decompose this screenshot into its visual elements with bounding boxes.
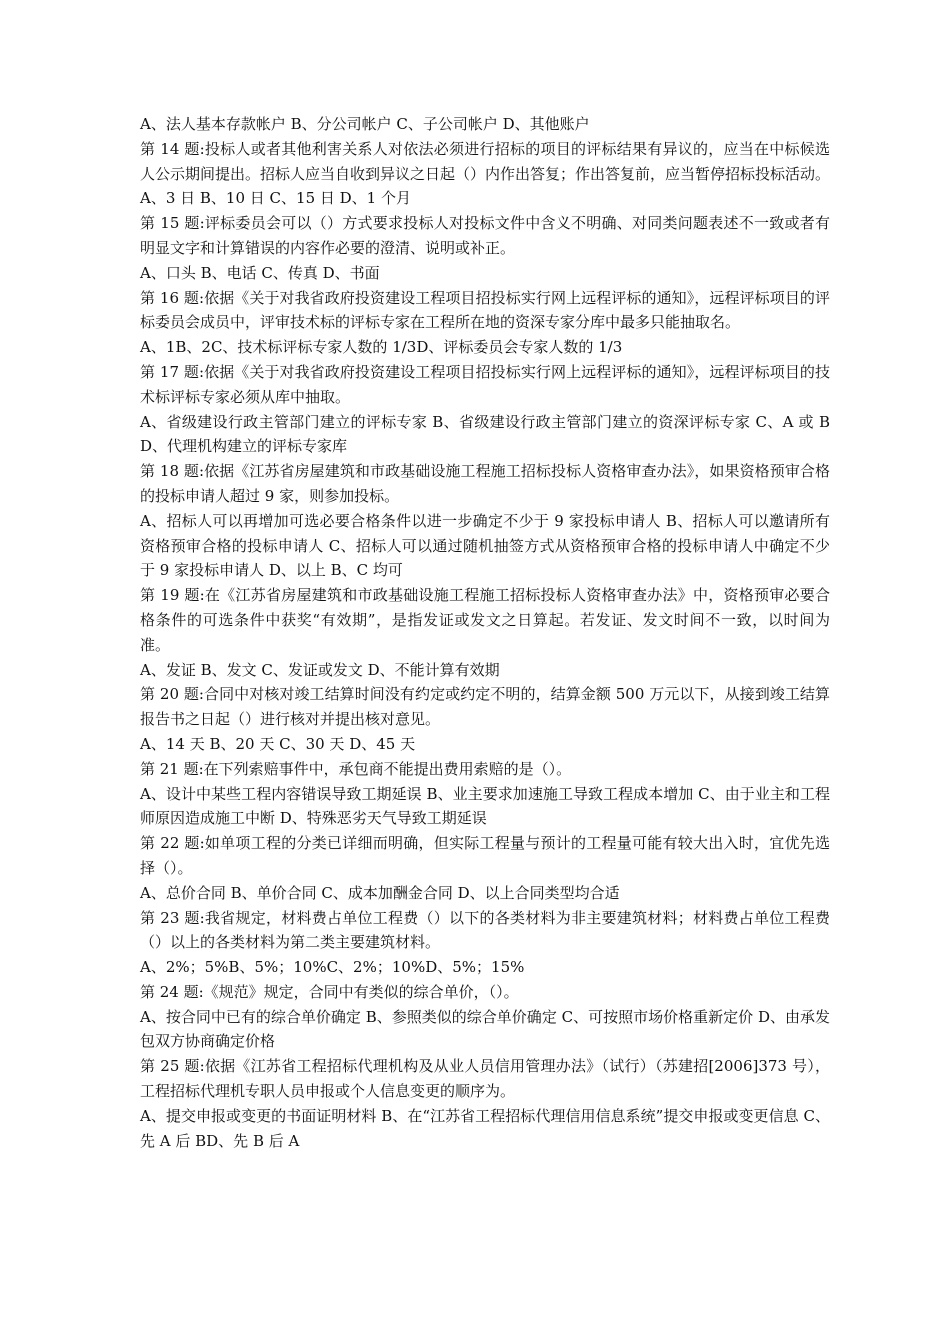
question-22: 第 22 题:如单项工程的分类已详细而明确，但实际工程量与预计的工程量可能有较大出入时，宜优先选择（）。	[140, 834, 830, 877]
answer-options-q16: A、1B、2C、技术标评标专家人数的 1/3D、评标委员会专家人数的 1/3	[140, 338, 623, 357]
document-body	[140, 112, 830, 1153]
answer-options-q15: A、口头 B、电话 C、传真 D、书面	[140, 263, 380, 282]
answer-options-q19: A、发证 B、发文 C、发证或发文 D、不能计算有效期	[140, 660, 500, 679]
question-25: 第 25 题:依据《江苏省工程招标代理机构及从业人员信用管理办法》（试行）（苏建招[2006]373 号），工程招标代理机专职人员申报或个人信息变更的顺序为。	[140, 1057, 830, 1101]
answer-options-q22: A、总价合同 B、单价合同 C、成本加酬金合同 D、以上合同类型均合适	[140, 883, 620, 902]
answer-options-q13: A、法人基本存款帐户 B、分公司帐户 C、子公司帐户 D、其他账户	[140, 115, 590, 133]
question-23: 第 23 题:我省规定，材料费占单位工程费（）以下的各类材料为非主要建筑材料；材料费占单位工程费（）以上的各类材料为第二类主要建筑材料。	[140, 908, 830, 952]
question-20: 第 20 题:合同中对核对竣工结算时间没有约定或约定不明的，结算金额 500 万元以下，从接到竣工结算报告书之日起（）进行核对并提出核对意见。	[140, 685, 830, 729]
question-14: 第 14 题:投标人或者其他利害关系人对依法必须进行招标的项目的评标结果有异议的，应当在中标候选人公示期间提出。招标人应当自收到异议之日起（）内作出答复；作出答复前，应当暂停招标投标活动。	[140, 139, 831, 183]
question-19: 第 19 题:在《江苏省房屋建筑和市政基础设施工程施工招标投标人资格审查办法》中，资格预审必要合格条件的可选条件中获奖“有效期”，是指发证或发文之日算起。若发证、发文时间不一致，以时间为准。	[140, 586, 830, 654]
answer-options-q24: A、按合同中已有的综合单价确定 B、参照类似的综合单价确定 C、可按照市场价格重新定价 D、由承发包双方协商确定价格	[140, 1007, 830, 1051]
answer-options-q23: A、2%；5%B、5%；10%C、2%；10%D、5%；15%	[140, 958, 525, 977]
question-18: 第 18 题:依据《江苏省房屋建筑和市政基础设施工程施工招标投标人资格审查办法》，如果资格预审合格的投标申请人超过 9 家，则参加投标。	[140, 462, 830, 505]
answer-options-q25: A、提交申报或变更的书面证明材料 B、在“江苏省工程招标代理信用信息系统”提交申报或变更信息 C、先 A 后 BD、先 B 后 A	[140, 1106, 830, 1150]
answer-options-q14: A、3 日 B、10 日 C、15 日 D、1 个月	[140, 189, 411, 208]
question-16: 第 16 题:依据《关于对我省政府投资建设工程项目招投标实行网上远程评标的通知》，远程评标项目的评标委员会成员中，评审技术标的评标专家在工程所在地的资深专家分库中最多只能抽取名。	[140, 288, 830, 332]
question-17: 第 17 题:依据《关于对我省政府投资建设工程项目招投标实行网上远程评标的通知》，远程评标项目的技术标评标专家必须从库中抽取。	[140, 362, 830, 406]
answer-options-q18: A、招标人可以再增加可选必要合格条件以进一步确定不少于 9 家投标申请人 B、招标人可以邀请所有资格预审合格的投标申请人 C、招标人可以通过随机抽签方式从资格预审合格的投标申请人中确定不少于 9 家投标申请人 D、以上 B、C 均可	[140, 511, 830, 580]
answer-options-q21: A、设计中某些工程内容错误导致工期延误 B、业主要求加速施工导致工程成本增加 C、由于业主和工程师原因造成施工中断 D、特殊恶劣天气导致工期延误	[140, 784, 830, 828]
answer-options-q17: A、省级建设行政主管部门建立的评标专家 B、省级建设行政主管部门建立的资深评标专家 C、A 或 BD、代理机构建立的评标专家库	[140, 412, 830, 456]
question-24: 第 24 题:《规范》规定，合同中有类似的综合单价，（）。	[140, 982, 519, 1001]
question-21: 第 21 题:在下列索赔事件中，承包商不能提出费用索赔的是（）。	[140, 759, 572, 778]
question-15: 第 15 题:评标委员会可以（）方式要求投标人对投标文件中含义不明确、对同类问题表述不一致或者有明显文字和计算错误的内容作必要的澄清、说明或补正。	[140, 214, 830, 257]
answer-options-q20: A、14 天 B、20 天 C、30 天 D、45 天	[140, 734, 416, 753]
